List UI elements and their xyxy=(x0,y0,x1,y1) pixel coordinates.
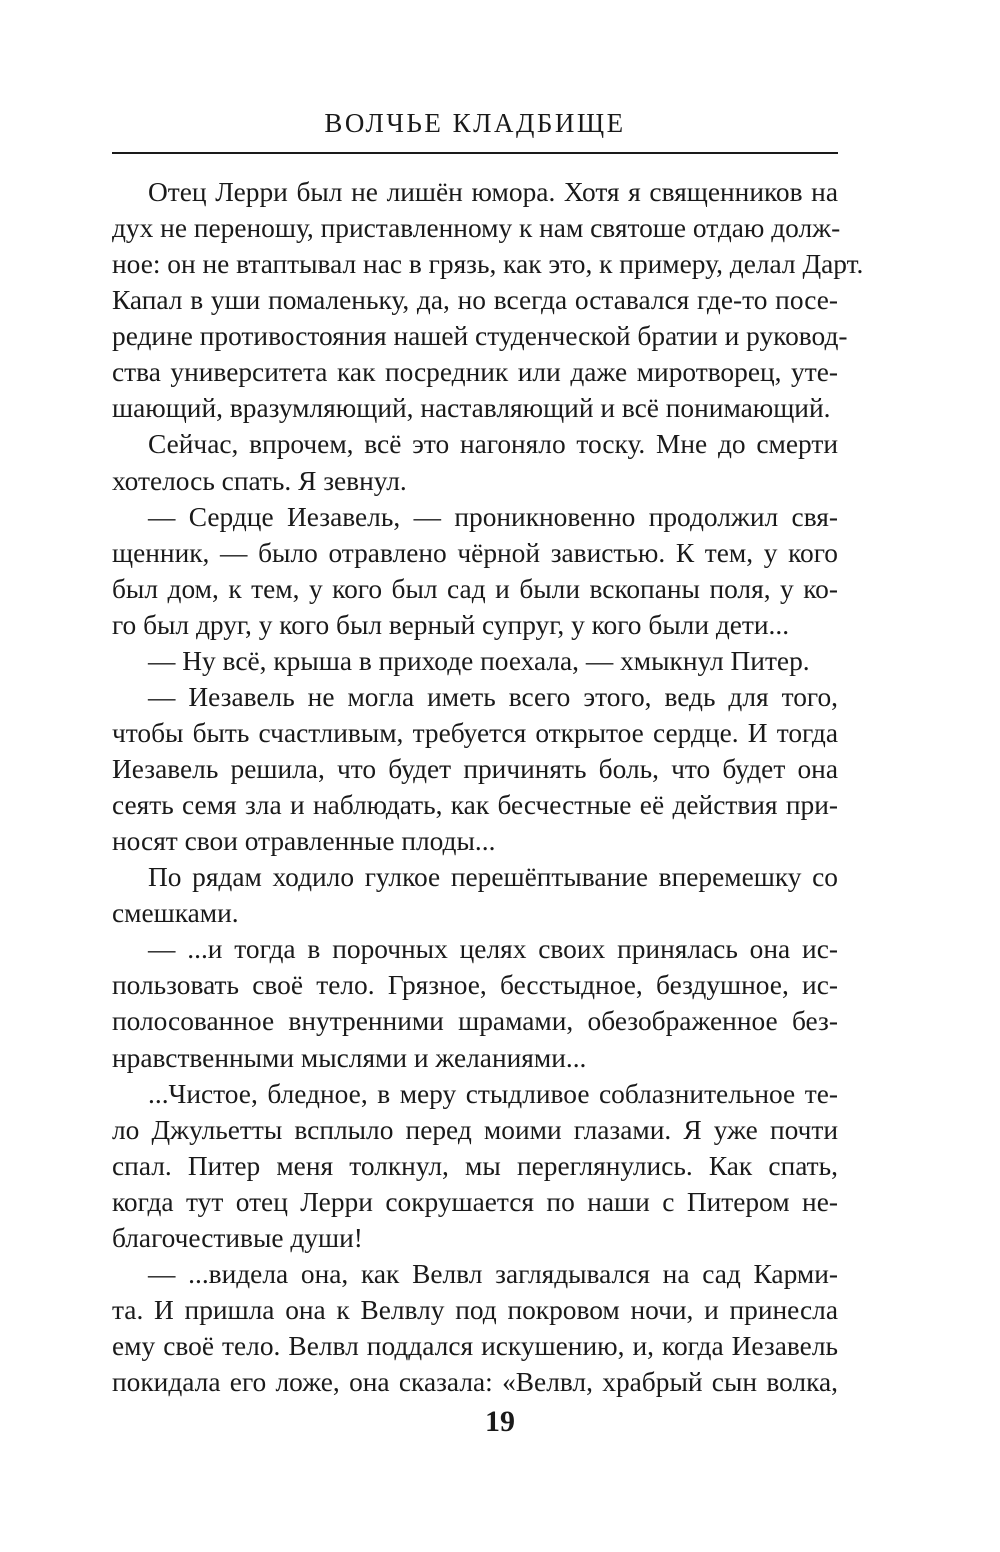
text-line: ства университета как посредник или даже миротворец, уте- xyxy=(112,357,838,388)
text-line: чтобы быть счастливым, требуется открытое сердце. И тогда xyxy=(112,717,838,748)
text-line: — ...видела она, как Велвл заглядывался на сад Карми- xyxy=(148,1258,838,1289)
text-line: хотелось спать. Я зевнул. xyxy=(112,465,407,496)
text-line: та. И пришла она к Велвлу под покровом ночи, и принесла xyxy=(112,1294,838,1325)
text-line: ...Чистое, бледное, в меру стыдливое соблазнительное те- xyxy=(148,1078,838,1109)
text-line: шающий, вразумляющий, наставляющий и всё понимающий. xyxy=(112,393,831,424)
header-rule xyxy=(112,152,838,154)
text-line: был дом, к тем, у кого был сад и были вскопаны поля, у ко- xyxy=(112,573,838,604)
text-line: Сейчас, впрочем, всё это нагоняло тоску. Мне до смерти xyxy=(148,429,838,460)
text-line: редине противостояния нашей студенческой братии и руковод- xyxy=(112,321,848,352)
text-line: сеять семя зла и наблюдать, как бесчестные её действия при- xyxy=(112,790,838,821)
text-line: когда тут отец Лерри сокрушается по наши с Питером не- xyxy=(112,1186,838,1217)
text-line: спал. Питер меня толкнул, мы переглянулись. Как спать, xyxy=(112,1150,838,1181)
text-line: носят свои отравленные плоды... xyxy=(112,826,496,857)
text-line: ему своё тело. Велвл поддался искушению, и, когда Иезавель xyxy=(112,1331,838,1361)
text-line: Отец Лерри был не лишён юмора. Хотя я священников на xyxy=(148,177,838,207)
text-line: ное: он не втаптывал нас в грязь, как это, к примеру, делал Дарт. xyxy=(112,249,864,280)
text-line: щенник, — было отравлено чёрной завистью. К тем, у кого xyxy=(112,537,838,568)
text-line: — ...и тогда в порочных целях своих принялась она ис- xyxy=(148,934,838,965)
page-number: 19 xyxy=(485,1405,515,1438)
text-line: покидала его ложе, она сказала: «Велвл, храбрый сын волка, xyxy=(112,1367,838,1398)
text-line: дух не переношу, приставленному к нам святоше отдаю долж- xyxy=(112,213,841,244)
text-line: пользовать своё тело. Грязное, бесстыдное, бездушное, ис- xyxy=(112,970,838,1001)
text-line: — Сердце Иезавель, — проникновенно продолжил свя- xyxy=(148,501,838,532)
text-line: По рядам ходило гулкое перешёптывание вперемешку со xyxy=(148,862,838,893)
text-line: го был друг, у кого был верный супруг, у кого были дети... xyxy=(112,609,790,640)
text-line: Капал в уши помаленьку, да, но всегда оставался где-то посе- xyxy=(112,285,838,316)
body-text xyxy=(112,174,864,1400)
text-line: полосованное внутренними шрамами, обезображенное без- xyxy=(112,1006,838,1037)
text-line: — Ну всё, крыша в приходе поехала, — хмыкнул Питер. xyxy=(148,645,810,676)
text-line: нравственными мыслями и желаниями... xyxy=(112,1042,587,1073)
text-line: благочестивые души! xyxy=(112,1222,363,1253)
text-line: ло Джульетты всплыло перед моими глазами. Я уже почти xyxy=(112,1114,838,1145)
text-line: Иезавель решила, что будет причинять боль, что будет она xyxy=(112,754,838,784)
text-line: — Иезавель не могла иметь всего этого, ведь для того, xyxy=(148,681,838,712)
running-head: ВОЛЧЬЕ КЛАДБИЩЕ xyxy=(324,108,626,138)
text-line: смешками. xyxy=(112,898,239,929)
